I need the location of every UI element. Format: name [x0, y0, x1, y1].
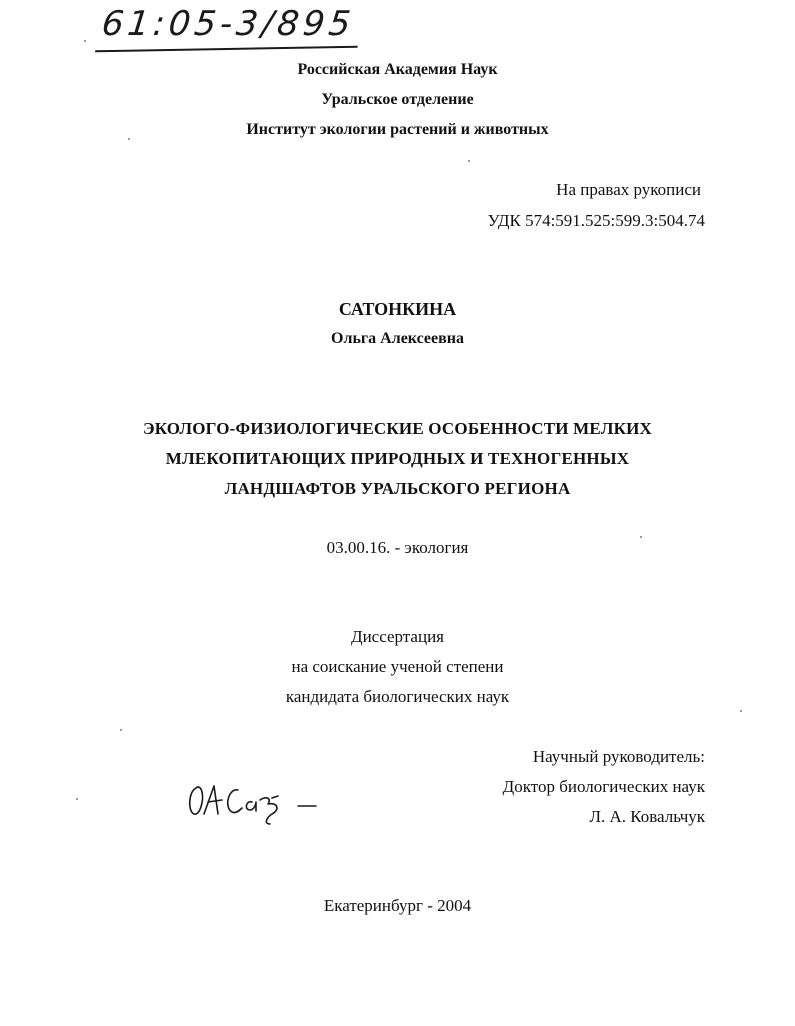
archive-number-text: 61:05-3/895: [99, 4, 357, 44]
institution-line-3: Институт экологии растений и животных: [246, 121, 549, 138]
scan-speck: [120, 729, 122, 731]
degree-line-2: на соискание ученой степени: [291, 657, 504, 676]
scan-speck: [84, 40, 86, 42]
rights-notice: На правах рукописи: [556, 180, 701, 199]
scan-speck: [128, 138, 130, 140]
scan-speck: [740, 710, 742, 712]
supervisor-degree: Доктор биологических наук: [502, 777, 705, 796]
place-year: Екатеринбург - 2004: [323, 896, 472, 915]
udc-code: УДК 574:591.525:599.3:504.74: [487, 211, 705, 230]
degree-line-1: Диссертация: [350, 627, 444, 646]
title-line-1: ЭКОЛОГО-ФИЗИОЛОГИЧЕСКИЕ ОСОБЕННОСТИ МЕЛКИХ: [142, 419, 653, 438]
degree-line-3: кандидата биологических наук: [285, 687, 510, 706]
scan-speck: [76, 798, 78, 800]
archive-number: [100, 4, 356, 44]
scan-speck: [468, 160, 470, 162]
scan-speck: [640, 536, 642, 538]
supervisor-name: Л. А. Ковальчук: [589, 807, 705, 826]
handwritten-signature: [186, 778, 326, 828]
archive-number-underline: [95, 46, 358, 53]
author-surname: САТОНКИНА: [338, 299, 457, 319]
author-given-names: Ольга Алексеевна: [331, 330, 464, 347]
specialty: 03.00.16. - экология: [326, 538, 469, 557]
institution-line-2: Уральское отделение: [321, 91, 474, 108]
title-line-2: МЛЕКОПИТАЮЩИХ ПРИРОДНЫХ И ТЕХНОГЕННЫХ: [165, 449, 630, 468]
title-line-3: ЛАНДШАФТОВ УРАЛЬСКОГО РЕГИОНА: [224, 479, 571, 498]
institution-line-1: Российская Академия Наук: [297, 61, 498, 78]
supervisor-label: Научный руководитель:: [532, 747, 705, 766]
